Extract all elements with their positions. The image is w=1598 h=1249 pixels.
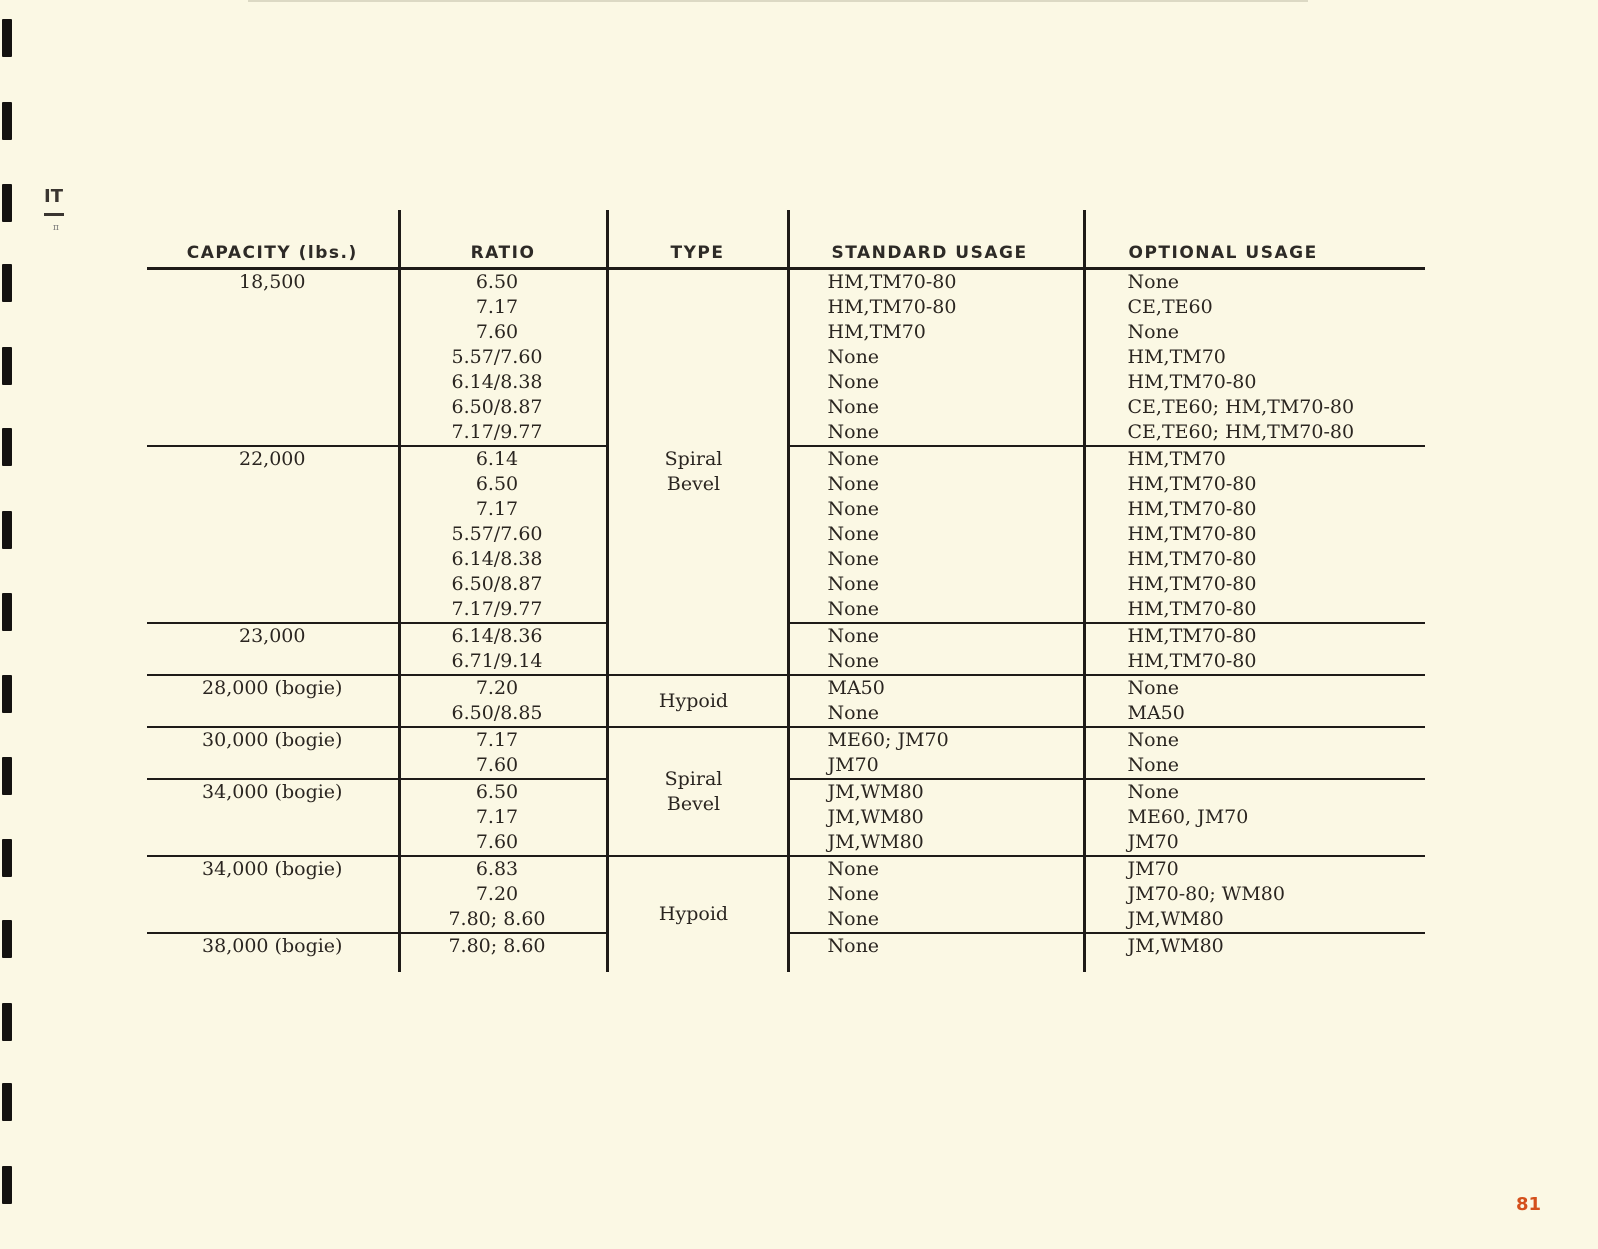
standard-usage-cell: None bbox=[788, 345, 1084, 370]
optional-usage-cell: JM,WM80 bbox=[1084, 933, 1425, 972]
binding-hole bbox=[2, 920, 12, 958]
capacity-cell bbox=[147, 522, 399, 547]
ratio-cell: 6.50/8.85 bbox=[399, 701, 607, 727]
ratio-cell: 7.17 bbox=[399, 805, 607, 830]
ratio-cell: 7.17/9.77 bbox=[399, 420, 607, 446]
standard-usage-cell: None bbox=[788, 933, 1084, 972]
ratio-cell: 6.14/8.38 bbox=[399, 370, 607, 395]
capacity-cell bbox=[147, 882, 399, 907]
spiral-binding bbox=[0, 0, 30, 1249]
optional-usage-cell: HM,TM70-80 bbox=[1084, 597, 1425, 623]
standard-usage-cell: None bbox=[788, 395, 1084, 420]
standard-usage-cell: None bbox=[788, 497, 1084, 522]
optional-usage-cell: HM,TM70-80 bbox=[1084, 522, 1425, 547]
binding-hole bbox=[2, 757, 12, 795]
standard-usage-cell: None bbox=[788, 547, 1084, 572]
type-label-line1: Spiral bbox=[664, 767, 723, 790]
ratio-cell: 6.50 bbox=[399, 269, 607, 296]
standard-usage-cell: JM,WM80 bbox=[788, 805, 1084, 830]
capacity-cell: 22,000 bbox=[239, 448, 306, 470]
page-number: 81 bbox=[1516, 1194, 1542, 1215]
type-label-line1: Spiral bbox=[664, 448, 723, 470]
table-row bbox=[147, 856, 1425, 882]
optional-usage-cell: ME60, JM70 bbox=[1084, 805, 1425, 830]
header-optional-usage: OPTIONAL USAGE bbox=[1084, 210, 1425, 269]
capacity-cell: 28,000 (bogie) bbox=[202, 677, 343, 699]
standard-usage-cell: JM,WM80 bbox=[788, 830, 1084, 856]
header-standard-usage: STANDARD USAGE bbox=[788, 210, 1084, 269]
header-capacity: CAPACITY (lbs.) bbox=[147, 210, 399, 269]
optional-usage-cell: HM,TM70-80 bbox=[1084, 547, 1425, 572]
capacity-cell bbox=[147, 320, 399, 345]
ratio-cell: 7.17/9.77 bbox=[399, 597, 607, 623]
standard-usage-cell: MA50 bbox=[788, 675, 1084, 701]
table-row bbox=[147, 675, 1425, 701]
capacity-cell: 30,000 (bogie) bbox=[202, 729, 343, 751]
optional-usage-cell: JM70 bbox=[1084, 830, 1425, 856]
axle-specification-table bbox=[147, 210, 1425, 972]
capacity-cell: 38,000 (bogie) bbox=[202, 935, 343, 957]
binding-hole bbox=[2, 264, 12, 302]
capacity-cell: 23,000 bbox=[239, 625, 306, 647]
ratio-cell: 7.80; 8.60 bbox=[399, 907, 607, 933]
ratio-cell: 6.50 bbox=[399, 472, 607, 497]
ratio-cell: 6.83 bbox=[399, 856, 607, 882]
standard-usage-cell: None bbox=[788, 882, 1084, 907]
optional-usage-cell: CE,TE60 bbox=[1084, 295, 1425, 320]
optional-usage-cell: CE,TE60; HM,TM70-80 bbox=[1084, 420, 1425, 446]
type-label-line1: Hypoid bbox=[658, 903, 729, 925]
standard-usage-cell: None bbox=[788, 446, 1084, 472]
ratio-cell: 6.50/8.87 bbox=[399, 572, 607, 597]
table-header-row bbox=[147, 210, 1425, 269]
optional-usage-cell: None bbox=[1084, 779, 1425, 805]
capacity-cell: 34,000 (bogie) bbox=[202, 858, 343, 880]
capacity-cell bbox=[147, 597, 399, 623]
standard-usage-cell: ME60; JM70 bbox=[788, 727, 1084, 753]
optional-usage-cell: CE,TE60; HM,TM70-80 bbox=[1084, 395, 1425, 420]
ratio-cell: 7.60 bbox=[399, 320, 607, 345]
header-type: TYPE bbox=[607, 210, 788, 269]
standard-usage-cell: HM,TM70-80 bbox=[788, 269, 1084, 296]
ratio-cell: 7.17 bbox=[399, 497, 607, 522]
capacity-cell: 18,500 bbox=[239, 271, 306, 293]
optional-usage-cell: JM70-80; WM80 bbox=[1084, 882, 1425, 907]
capacity-cell bbox=[147, 907, 399, 933]
binding-hole bbox=[2, 593, 12, 631]
binding-hole bbox=[2, 1083, 12, 1121]
margin-tab-label: IT bbox=[44, 186, 63, 207]
standard-usage-cell: None bbox=[788, 701, 1084, 727]
optional-usage-cell: HM,TM70-80 bbox=[1084, 472, 1425, 497]
header-ratio: RATIO bbox=[399, 210, 607, 269]
ratio-cell: 6.71/9.14 bbox=[399, 649, 607, 675]
ratio-cell: 6.50 bbox=[399, 779, 607, 805]
standard-usage-cell: None bbox=[788, 522, 1084, 547]
standard-usage-cell: None bbox=[788, 472, 1084, 497]
binding-hole bbox=[2, 428, 12, 466]
ratio-cell: 5.57/7.60 bbox=[399, 345, 607, 370]
optional-usage-cell: MA50 bbox=[1084, 701, 1425, 727]
ratio-cell: 5.57/7.60 bbox=[399, 522, 607, 547]
type-label-line2: Bevel bbox=[666, 792, 721, 815]
capacity-cell bbox=[147, 572, 399, 597]
capacity-cell bbox=[147, 345, 399, 370]
type-cell bbox=[607, 856, 788, 972]
standard-usage-cell: None bbox=[788, 572, 1084, 597]
optional-usage-cell: None bbox=[1084, 753, 1425, 779]
ratio-cell: 7.17 bbox=[399, 295, 607, 320]
type-cell bbox=[607, 269, 788, 676]
capacity-cell bbox=[147, 497, 399, 522]
standard-usage-cell: None bbox=[788, 856, 1084, 882]
ratio-cell: 7.60 bbox=[399, 830, 607, 856]
ratio-cell: 7.80; 8.60 bbox=[399, 933, 607, 972]
standard-usage-cell: None bbox=[788, 370, 1084, 395]
optional-usage-cell: None bbox=[1084, 269, 1425, 296]
optional-usage-cell: HM,TM70-80 bbox=[1084, 649, 1425, 675]
capacity-cell bbox=[147, 830, 399, 856]
optional-usage-cell: HM,TM70-80 bbox=[1084, 572, 1425, 597]
binding-hole bbox=[2, 19, 12, 57]
optional-usage-cell: HM,TM70 bbox=[1084, 446, 1425, 472]
standard-usage-cell: None bbox=[788, 649, 1084, 675]
capacity-cell bbox=[147, 295, 399, 320]
optional-usage-cell: HM,TM70-80 bbox=[1084, 497, 1425, 522]
top-edge-line bbox=[248, 0, 1308, 2]
standard-usage-cell: HM,TM70 bbox=[788, 320, 1084, 345]
optional-usage-cell: JM,WM80 bbox=[1084, 907, 1425, 933]
standard-usage-cell: None bbox=[788, 623, 1084, 649]
binding-hole bbox=[2, 184, 12, 222]
binding-hole bbox=[2, 675, 12, 713]
ratio-cell: 6.50/8.87 bbox=[399, 395, 607, 420]
capacity-cell: 34,000 (bogie) bbox=[202, 781, 343, 803]
table-row bbox=[147, 727, 1425, 753]
margin-dash bbox=[44, 213, 64, 216]
table-body bbox=[147, 269, 1425, 973]
binding-hole bbox=[2, 347, 12, 385]
optional-usage-cell: HM,TM70-80 bbox=[1084, 623, 1425, 649]
standard-usage-cell: HM,TM70-80 bbox=[788, 295, 1084, 320]
capacity-cell bbox=[147, 649, 399, 675]
capacity-cell bbox=[147, 805, 399, 830]
standard-usage-cell: JM70 bbox=[788, 753, 1084, 779]
binding-hole bbox=[2, 511, 12, 549]
optional-usage-cell: HM,TM70 bbox=[1084, 345, 1425, 370]
standard-usage-cell: JM,WM80 bbox=[788, 779, 1084, 805]
ratio-cell: 7.17 bbox=[399, 727, 607, 753]
capacity-cell bbox=[147, 395, 399, 420]
capacity-cell bbox=[147, 753, 399, 779]
standard-usage-cell: None bbox=[788, 420, 1084, 446]
ratio-cell: 7.20 bbox=[399, 882, 607, 907]
ratio-cell: 6.14/8.38 bbox=[399, 547, 607, 572]
capacity-cell bbox=[147, 547, 399, 572]
optional-usage-cell: None bbox=[1084, 675, 1425, 701]
optional-usage-cell: JM70 bbox=[1084, 856, 1425, 882]
ratio-cell: 7.60 bbox=[399, 753, 607, 779]
table-row bbox=[147, 269, 1425, 296]
ratio-cell: 6.14 bbox=[399, 446, 607, 472]
binding-hole bbox=[2, 1003, 12, 1041]
optional-usage-cell: None bbox=[1084, 727, 1425, 753]
optional-usage-cell: None bbox=[1084, 320, 1425, 345]
capacity-cell bbox=[147, 370, 399, 395]
capacity-cell bbox=[147, 701, 399, 727]
margin-small-mark: п bbox=[53, 223, 59, 233]
type-label-line2: Bevel bbox=[666, 473, 721, 495]
standard-usage-cell: None bbox=[788, 597, 1084, 623]
binding-hole bbox=[2, 1166, 12, 1204]
optional-usage-cell: HM,TM70-80 bbox=[1084, 370, 1425, 395]
type-cell bbox=[607, 727, 788, 856]
binding-hole bbox=[2, 839, 12, 877]
binding-hole bbox=[2, 102, 12, 140]
capacity-cell bbox=[147, 472, 399, 497]
type-cell bbox=[607, 675, 788, 727]
capacity-cell bbox=[147, 420, 399, 446]
ratio-cell: 7.20 bbox=[399, 675, 607, 701]
ratio-cell: 6.14/8.36 bbox=[399, 623, 607, 649]
standard-usage-cell: None bbox=[788, 907, 1084, 933]
type-label-line1: Hypoid bbox=[658, 689, 729, 712]
